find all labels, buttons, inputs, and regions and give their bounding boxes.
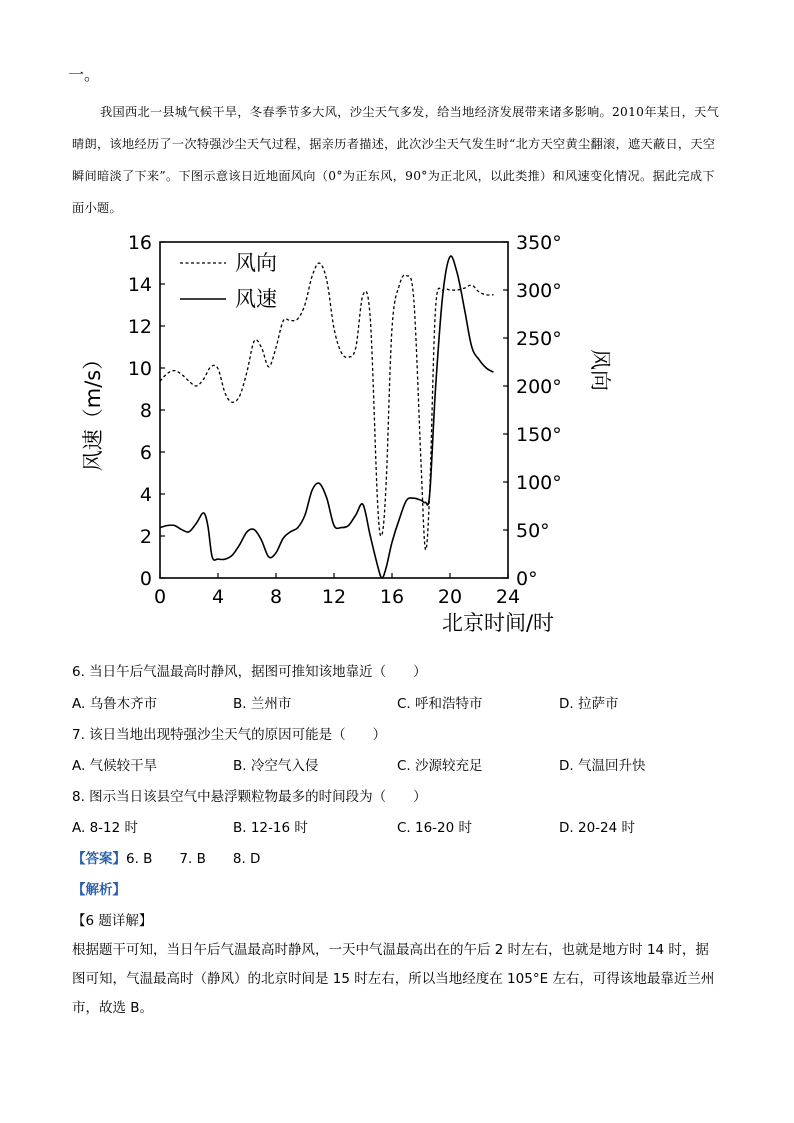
y-right-tick-label: 50° xyxy=(516,520,550,542)
legend-label-direction: 风向 xyxy=(235,251,277,275)
y-right-tick-label: 0° xyxy=(516,568,538,590)
y-right-tick-label: 200° xyxy=(516,376,562,398)
q6-option-d: D. 拉萨市 xyxy=(559,696,619,712)
q6-option-b: B. 兰州市 xyxy=(233,696,292,712)
question-6-stem: 6. 当日午后气温最高时静风，据图可推知该地靠近（ ） xyxy=(72,664,427,680)
q6-option-a: A. 乌鲁木齐市 xyxy=(72,696,158,712)
q8-option-a: A. 8-12 时 xyxy=(72,820,139,836)
y-left-tick-label: 6 xyxy=(139,442,152,464)
q6-option-c: C. 呼和浩特市 xyxy=(397,696,483,712)
wind-chart xyxy=(80,228,612,640)
x-tick-label: 12 xyxy=(321,586,347,608)
y-left-tick-label: 10 xyxy=(127,358,152,380)
y-left-tick-label: 12 xyxy=(127,316,152,338)
x-axis-label: 北京时间/时 xyxy=(441,611,555,635)
x-tick-label: 20 xyxy=(437,586,463,608)
q8-option-b: B. 12-16 时 xyxy=(233,820,308,836)
y-left-axis-label: 风速（m/s） xyxy=(81,348,105,472)
y-right-tick-label: 250° xyxy=(516,328,562,350)
x-tick-label: 4 xyxy=(211,586,225,608)
x-tick-label: 8 xyxy=(269,586,283,608)
x-tick-label: 16 xyxy=(379,586,405,608)
question-7-stem: 7. 该日当地出现特强沙尘天气的原因可能是（ ） xyxy=(72,727,387,743)
detail-text: 根据题干可知，当日午后气温最高时静风，一天中气温最高出在的午后 2 时左右，也就是地方时 14 时，据图可知，气温最高时（静风）的北京时间是 15 时左右，所以当地经度在 105°E 左右，可得该地最靠近兰州市，故选 B。 xyxy=(72,942,715,1016)
answer-line xyxy=(72,847,260,867)
q7-option-d: D. 气温回升快 xyxy=(559,758,646,774)
y-left-tick-label: 14 xyxy=(127,274,152,296)
q7-option-b: B. 冷空气入侵 xyxy=(233,758,319,774)
q7-option-a: A. 气候较干旱 xyxy=(72,758,158,774)
q8-option-c: C. 16-20 时 xyxy=(397,820,473,836)
detail-title: 【6 题详解】 xyxy=(72,913,153,929)
wind-direction-line xyxy=(160,263,494,550)
legend-label-speed: 风速 xyxy=(235,287,277,311)
analysis-tag: 【解析】 xyxy=(72,882,126,898)
y-right-tick-label: 350° xyxy=(516,232,562,254)
y-left-tick-label: 0 xyxy=(139,568,152,590)
y-right-tick-label: 300° xyxy=(516,280,562,302)
q7-option-c: C. 沙源较充足 xyxy=(397,758,483,774)
y-left-tick-label: 2 xyxy=(139,526,152,548)
y-left-tick-label: 8 xyxy=(139,400,152,422)
answer-tag: 【答案】 xyxy=(72,851,126,867)
lead-fragment: 一。 xyxy=(68,65,101,84)
answer-text: 6. B 7. B 8. D xyxy=(126,851,261,867)
y-right-tick-label: 100° xyxy=(516,472,562,494)
y-right-axis-label: 风向 xyxy=(588,349,612,391)
x-tick-label: 24 xyxy=(495,586,521,608)
q8-option-d: D. 20-24 时 xyxy=(559,820,635,836)
y-left-tick-label: 4 xyxy=(139,484,152,506)
question-8-stem: 8. 图示当日该县空气中悬浮颗粒物最多的时间段为（ ） xyxy=(72,789,427,805)
y-right-tick-label: 150° xyxy=(516,424,562,446)
wind-speed-line xyxy=(160,256,494,578)
passage-intro: 我国西北一县城气候干旱，冬春季节多大风，沙尘天气多发，给当地经济发展带来诸多影响。2010年某日，天气晴朗，该地经历了一次特强沙尘天气过程，据亲历者描述，此次沙尘天气发生时“北方天空黄尘翻滚，遮天蔽日，天空瞬间暗淡了下来”。下图示意该日近地面风向（0°为正东风，90°为正北风，以此类推）和风速变化情况。据此完成下面小题。 xyxy=(72,105,720,215)
x-tick-label: 0 xyxy=(153,586,167,608)
y-left-tick-label: 16 xyxy=(127,232,152,254)
plot-frame xyxy=(160,242,508,578)
